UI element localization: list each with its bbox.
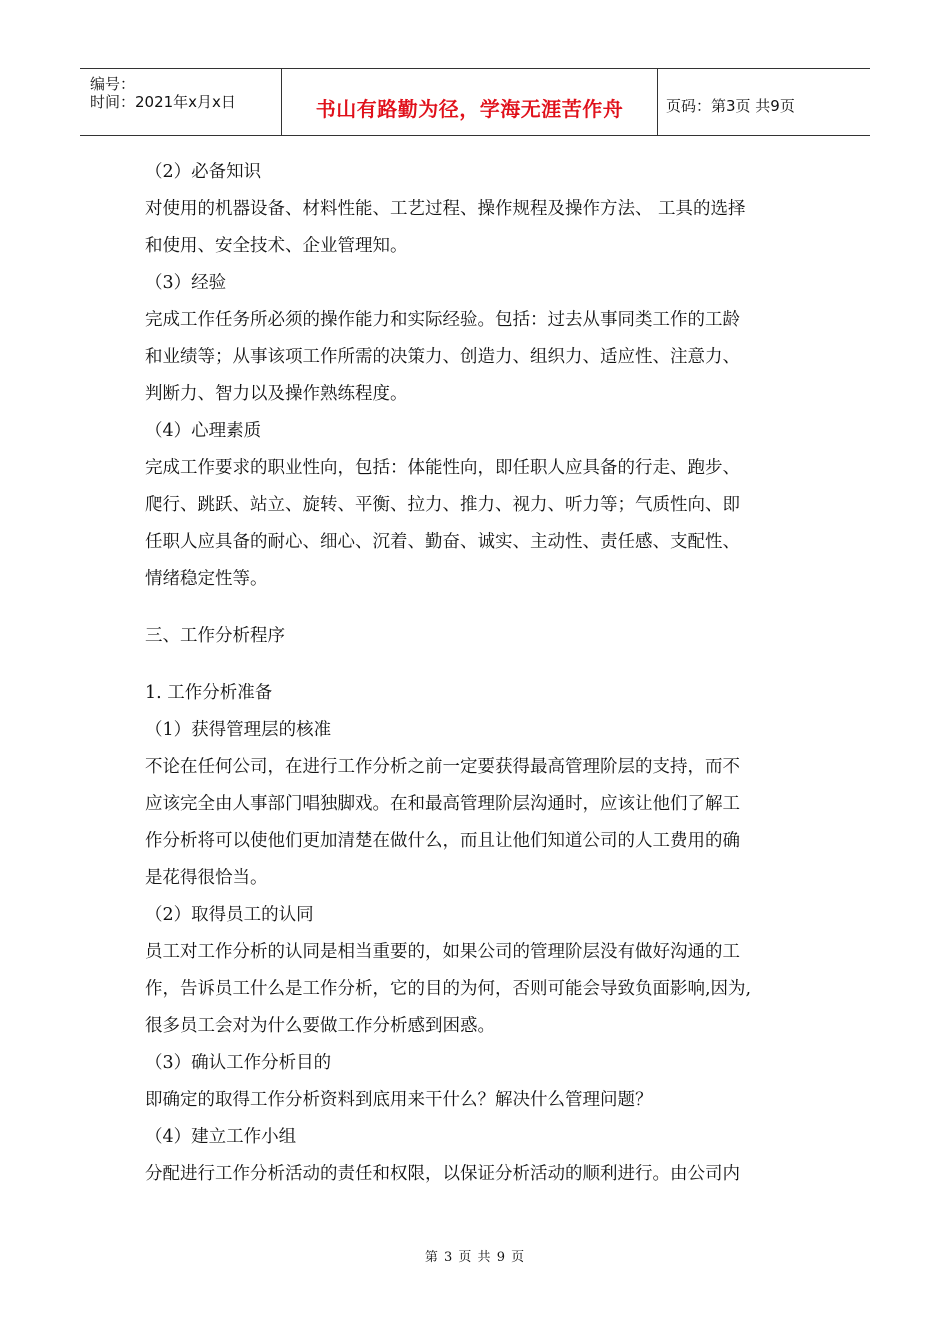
paragraph-line: 情绪稳定性等。 [145,569,268,589]
paragraph-line: 完成工作要求的职业性向，包括：体能性向，即任职人应具备的行走、跑步、 [145,458,740,478]
paragraph-line: 员工对工作分析的认同是相当重要的，如果公司的管理阶层没有做好沟通的工 [145,942,740,962]
document-body [145,154,825,1193]
document-number-label: 编号： [90,75,136,93]
subheading-confirm-purpose: （3）确认工作分析目的 [145,1053,332,1073]
subheading-employee-recognition: （2）取得员工的认同 [145,905,314,925]
document-time-label: 时间：2021年x月x日 [90,93,236,111]
paragraph-line: 是花得很恰当。 [145,868,268,888]
paragraph-line: 分配进行工作分析活动的责任和权限，以保证分析活动的顺利进行。由公司内 [145,1164,740,1184]
paragraph-line: 即确定的取得工作分析资料到底用来干什么？解决什么管理问题？ [145,1090,653,1110]
paragraph-line: 很多员工会对为什么要做工作分析感到困惑。 [145,1016,495,1036]
spacer [145,655,825,675]
header-motto: 书山有路勤为径，学海无涯苦作舟 [315,97,624,121]
paragraph-line: 对使用的机器设备、材料性能、工艺过程、操作规程及操作方法、 工具的选择 [145,199,746,219]
subheading-psychological-quality: （4）心理素质 [145,421,262,441]
paragraph-line: 应该完全由人事部门唱独脚戏。在和最高管理阶层沟通时，应该让他们了解工 [145,794,740,814]
paragraph-line: 完成工作任务所必须的操作能力和实际经验。包括：过去从事同类工作的工龄 [145,310,740,330]
paragraph-line: 爬行、跳跃、站立、旋转、平衡、拉力、推力、视力、听力等；气质性向、即 [145,495,740,515]
header-right-cell [658,69,870,135]
subheading-build-team: （4）建立工作小组 [145,1127,297,1147]
subheading-management-approval: （1）获得管理层的核准 [145,720,332,740]
paragraph-line: 任职人应具备的耐心、细心、沉着、勤奋、诚实、主动性、责任感、支配性、 [145,532,740,552]
paragraph-line: 不论在任何公司，在进行工作分析之前一定要获得最高管理阶层的支持，而不 [145,757,740,777]
paragraph-line: 判断力、智力以及操作熟练程度。 [145,384,408,404]
subheading-job-analysis-preparation: 1. 工作分析准备 [145,683,273,703]
paragraph-line: 作分析将可以使他们更加清楚在做什么，而且让他们知道公司的人工费用的确 [145,831,740,851]
page-footer: 第 3 页 共 9 页 [424,1250,526,1265]
subheading-experience: （3）经验 [145,273,227,293]
header-left-cell [80,69,281,135]
section-heading-job-analysis-procedure: 三、工作分析程序 [145,626,285,646]
header-center-cell [281,69,658,135]
spacer [145,598,825,618]
header-page-info: 页码：第3页 共9页 [666,97,795,115]
document-header [80,68,870,136]
paragraph-line: 和使用、安全技术、企业管理知。 [145,236,408,256]
subheading-required-knowledge: （2）必备知识 [145,162,262,182]
paragraph-line: 和业绩等；从事该项工作所需的决策力、创造力、组织力、适应性、注意力、 [145,347,740,367]
paragraph-line: 作，告诉员工什么是工作分析，它的目的为何，否则可能会导致负面影响,因为, [145,979,752,999]
